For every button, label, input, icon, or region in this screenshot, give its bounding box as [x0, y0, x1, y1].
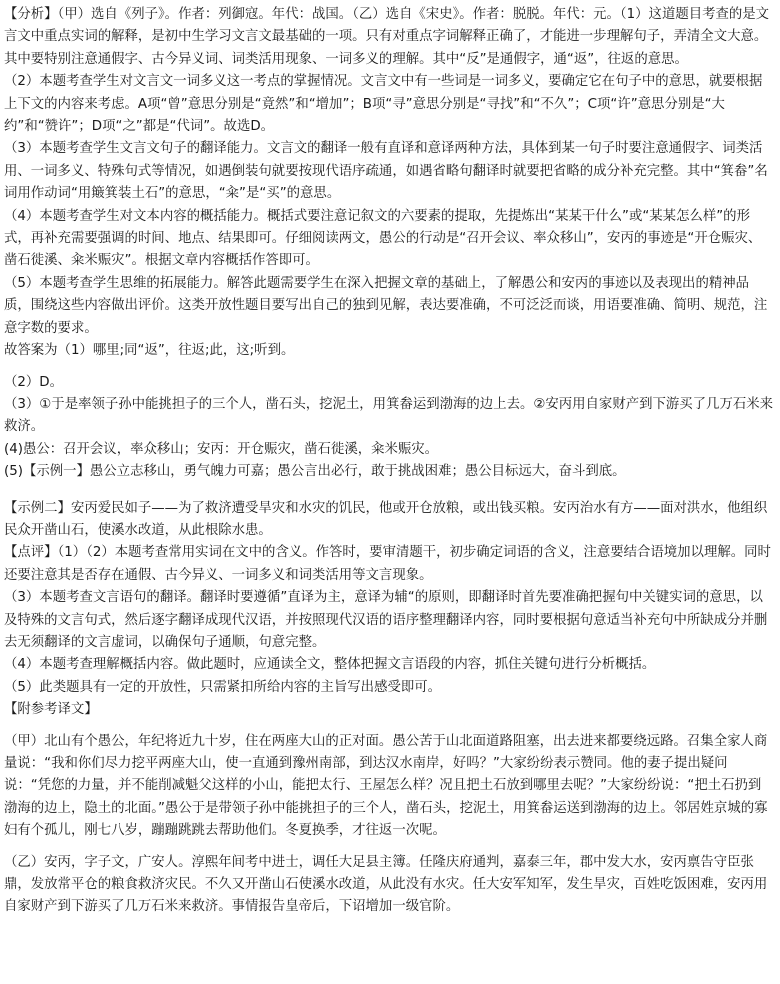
answer-4: (4)愚公：召开会议，率众移山；安丙：开仓赈灾，凿石徙溪，籴米赈灾。 — [4, 441, 439, 457]
translation-jia: （甲）北山有个愚公，年纪将近九十岁，住在两座大山的正对面。愚公苦于山北面道路阻塞，出去进来都要绕远路。召集全家人商量说：“我和你们尽力挖平两座大山，使一直通到豫州南部，到达汉水南岸，好吗？”大家纷纷表示赞同。他的妻子提出疑问说：“凭您的力量，并不能削减魁父这样的小山，能把太行、王屋怎么样？况且把土石放到哪里去呢？”大家纷纷说：“把土石扔到渤海的边上，隐土的北面。”愚公于是带领子孙中能挑担子的三个人，凿石头，挖泥土，用箕畚运送到渤海的边上。邻居姓京城的寡妇有个孤儿，刚七八岁，蹦蹦跳跳去帮助他们。冬夏换季，才往返一次呢。 — [4, 733, 768, 839]
analysis-paragraph-3: （3）本题考查学生文言文句子的翻译能力。文言文的翻译一般有直译和意译两种方法，具体到某一句子时要注意通假字、词类活用、一词多义、特殊句式等情况，如遇倒装句就要按现代语序疏通，如遇省略句翻译时就要把省略的成分补充完整。其中“箕畚”名词用作动词“用簸箕装土石”的意思，“籴”是“买”的意思。 — [4, 141, 768, 202]
answer-1: 故答案为（1）哪里;同“返”，往返;此，这;听到。 — [4, 343, 295, 359]
answer-2: （2）D。 — [4, 374, 64, 390]
answer-5: (5)【示例一】愚公立志移山，勇气魄力可嘉；愚公言出必行，敢于挑战困难；愚公目标远大，奋斗到底。 — [4, 464, 626, 480]
answer-3: （3）①于是率领子孙中能挑担子的三个人，凿石头，挖泥土，用箕畚运到渤海的边上去。②安丙用自家财产到下游买了几万石米来救济。 — [4, 396, 774, 435]
analysis-paragraph-2: （2）本题考查学生对文言文一词多义这一考点的掌握情况。文言文中有一些词是一词多义，要确定它在句子中的意思，就要根据上下文的内容来考虑。A项“曾”意思分别是“竟然”和“增加”；B项“寻”意思分别是“寻找”和“不久”；C项“许”意思分别是“大约”和“赞许”；D项“之”都是“代词”。故选D。 — [4, 74, 763, 135]
analysis-paragraph-4: （4）本题考查学生对文本内容的概括能力。概括式要注意记叙文的六要素的提取，先提炼出“某某干什么”或“某某怎么样”的形式，再补充需要强调的时间、地点、结果即可。仔细阅读两文，愚公的行动是“召开会议、率众移山”，安丙的事迹是“开仓赈灾、凿石徙溪、籴米赈灾”。根据文章内容概括作答即可。 — [4, 208, 762, 269]
analysis-paragraph-5: （5）本题考查学生思维的拓展能力。解答此题需要学生在深入把握文章的基础上，了解愚公和安丙的事迹以及表现出的精神品质，围绕这些内容做出评价。这类开放性题目要写出自己的独到见解，表达要准确，不可泛泛而谈，用语要准确、简明、规范，注意字数的要求。 — [4, 275, 768, 336]
comment-1: 【点评】（1）（2）本题考查常用实词在文中的含义。作答时，要审清题干，初步确定词语的含义，注意要结合语境加以理解。同时还要注意其是否存在通假、古今异义、一词多义和词类活用等文言现象。 — [4, 545, 771, 583]
comment-4: （5）此类题具有一定的开放性，只需紧扣所给内容的主旨写出感受即可。 — [4, 679, 442, 695]
comment-3: （4）本题考查理解概括内容。做此题时，应通读全文，整体把握文言语段的内容，抓住关键句进行分析概括。 — [4, 657, 656, 673]
translation-heading: 【附参考译文】 — [4, 702, 98, 718]
comment-2: （3）本题考查文言语句的翻译。翻译时要遵循”直译为主，意译为辅“的原则，即翻译时首先要准确把握句中关键实词的意思，以及特殊的文言句式，然后逐字翻译成现代汉语，并按照现代汉语的语序整理翻译内容，同时要根据句意适当补充句中所缺成分并删去无须翻译的文言虚词，以确保句子通顺，句意完整。 — [4, 590, 768, 650]
example-two: 【示例二】安丙爱民如子——为了救济遭受旱灾和水灾的饥民，他或开仓放粮，或出钱买粮。安丙治水有方——面对洪水，他组织民众开凿山石，使溪水改道，从此根除水患。 — [4, 500, 768, 538]
analysis-paragraph-1: 【分析】（甲）选自《列子》。作者：列御寇。年代：战国。（乙）选自《宋史》。作者：脱脱。年代：元。（1）这道题目考查的是文言文中重点实词的解释，是初中生学习文言文最基础的一项。只有对重点字词解释正确了，才能进一步理解句子，弄清全文大意。其中要特别注意通假字、古今异义词、词类活用现象、一词多义的理解。其中“反”是通假字，通“返”，往返的意思。 — [4, 7, 770, 67]
translation-yi: （乙）安丙，字子文，广安人。淳熙年间考中进士，调任大足县主簿。任隆庆府通判，嘉泰三年，郡中发大水，安丙禀告守臣张鼎，发放常平仓的粮食救济灾民。不久又开凿山石使溪水改道，从此没有水灾。任大安军知军，发生旱灾，百姓吃饭困难，安丙用自家财产到下游买了几万石米来救济。事情报告皇帝后，下诏增加一级官阶。 — [4, 854, 768, 915]
